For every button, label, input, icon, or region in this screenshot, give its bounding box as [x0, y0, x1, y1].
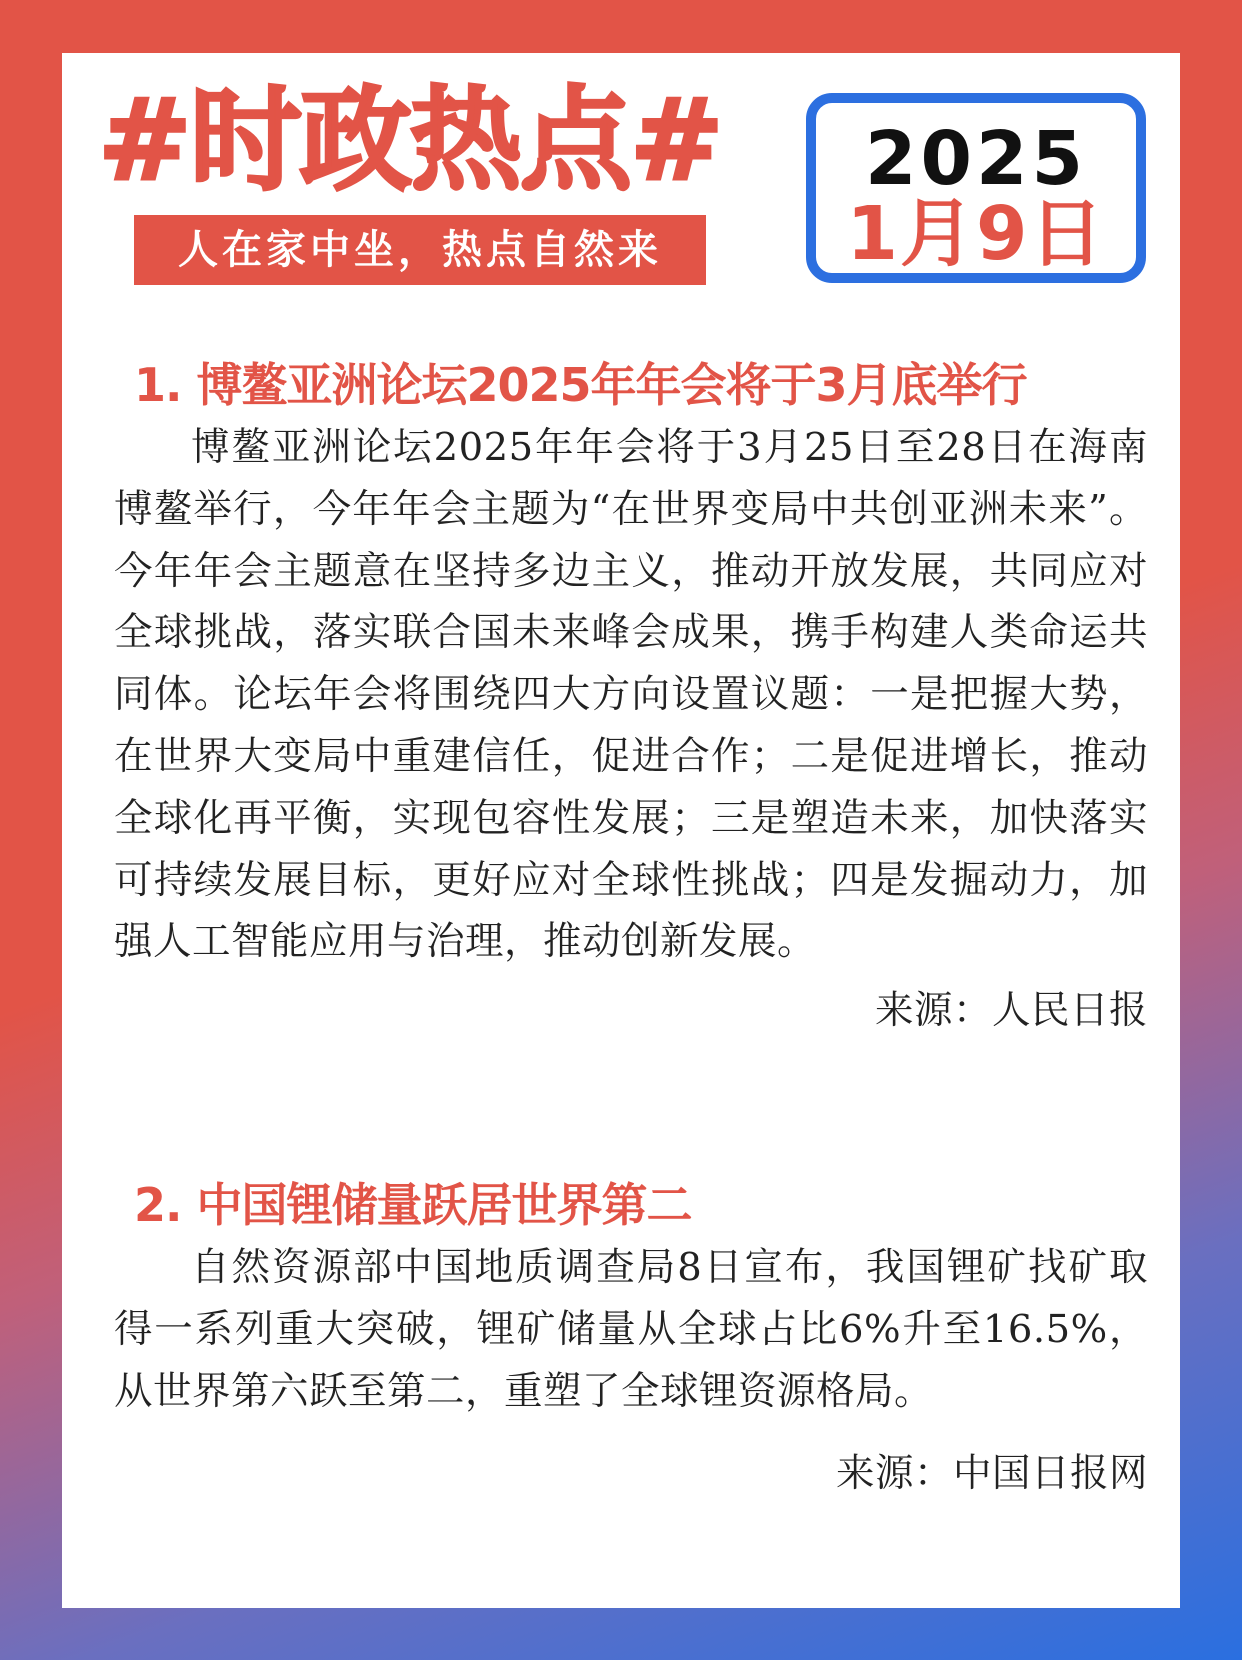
news-source-2: 来源：中国日报网	[835, 1451, 1148, 1497]
subtitle-banner: 人在家中坐，热点自然来	[134, 215, 706, 285]
news-body-1: 博鳌亚洲论坛2025年年会将于3月25日至28日在海南博鳌举行，今年年会主题为“在世界变局中共创亚洲未来”。今年年会主题意在坚持多边主义，推动开放发展，共同应对全球挑战，落实联合国未来峰会成果，携手构建人类命运共同体。论坛年会将围绕四大方向设置议题：一是把握大势，在世界大变局中重建信任，促进合作；二是促进增长，推动全球化再平衡，实现包容性发展；三是塑造未来，加快落实可持续发展目标，更好应对全球性挑战；四是发掘动力，加强人工智能应用与治理，推动创新发展。	[114, 425, 1148, 965]
page-title: #时政热点#	[98, 76, 722, 206]
news-item-2	[62, 1173, 1180, 1506]
date-badge	[806, 93, 1146, 283]
news-body-2: 自然资源部中国地质调查局8日宣布，我国锂矿找矿取得一系列重大突破，锂矿储量从全球占比6%升至16.5%，从世界第六跃至第二，重塑了全球锂资源格局。	[114, 1245, 1148, 1414]
date-day: 1月9日	[846, 191, 1106, 277]
news-source-1: 来源：人民日报	[874, 988, 1148, 1034]
news-title-2: 2. 中国锂储量跃居世界第二	[134, 1178, 692, 1232]
date-year: 2025	[865, 116, 1087, 202]
news-title-1: 1. 博鳌亚洲论坛2025年年会将于3月底举行	[134, 358, 1027, 412]
news-item-1	[62, 353, 1180, 1043]
content-card	[62, 53, 1180, 1608]
